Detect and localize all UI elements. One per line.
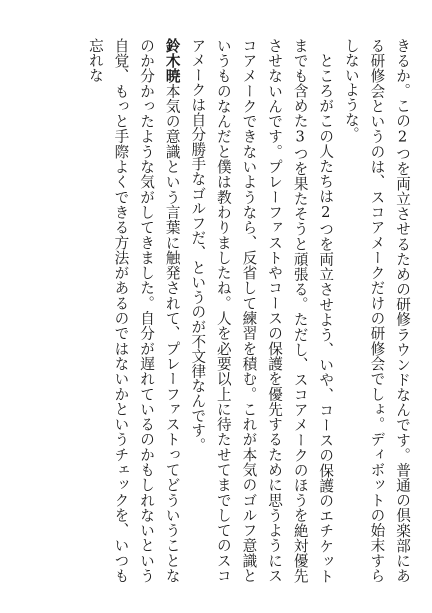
paragraph-1 [338,38,415,583]
paragraph-2 [185,38,339,583]
paragraph-3 [82,38,184,583]
speaker-name: 鈴木暁 [163,38,181,84]
paragraph-text: ところがこの人たちは2つを両立させよう、いや、コースの保護のエチケットまでも含めた3つを果たそうと頑張る。ただし、スコアメークのほうを絶対優先させないんです。プレーファストやコースの保護を優先するために思うようにスコアメークできないようなら、反省して練習を積む。これが本気のゴルフ意識というものなんだと僕は教わりましたね。人を必要以上に待たせてまでしてのスコアメークは自分勝手なゴルフだ、というのが不文律なんです。 [189,38,335,583]
vertical-text-body [12,38,415,583]
paragraph-text: 本気の意識という言葉に触発されて、プレーファストってどういうことなのか分かったような気がしてきました。自分が遅れているのかもしれないという自覚、もっと手際よくできる方法があるのではないかというチェックを、いつも忘れな [86,38,181,583]
paragraph-text: きるか。この2つを両立させるための研修ラウンドなんです。普通の倶楽部にある研修会というのは、スコアメークだけの研修会でしょ。ディボットの始末すらしないような。 [342,38,411,583]
